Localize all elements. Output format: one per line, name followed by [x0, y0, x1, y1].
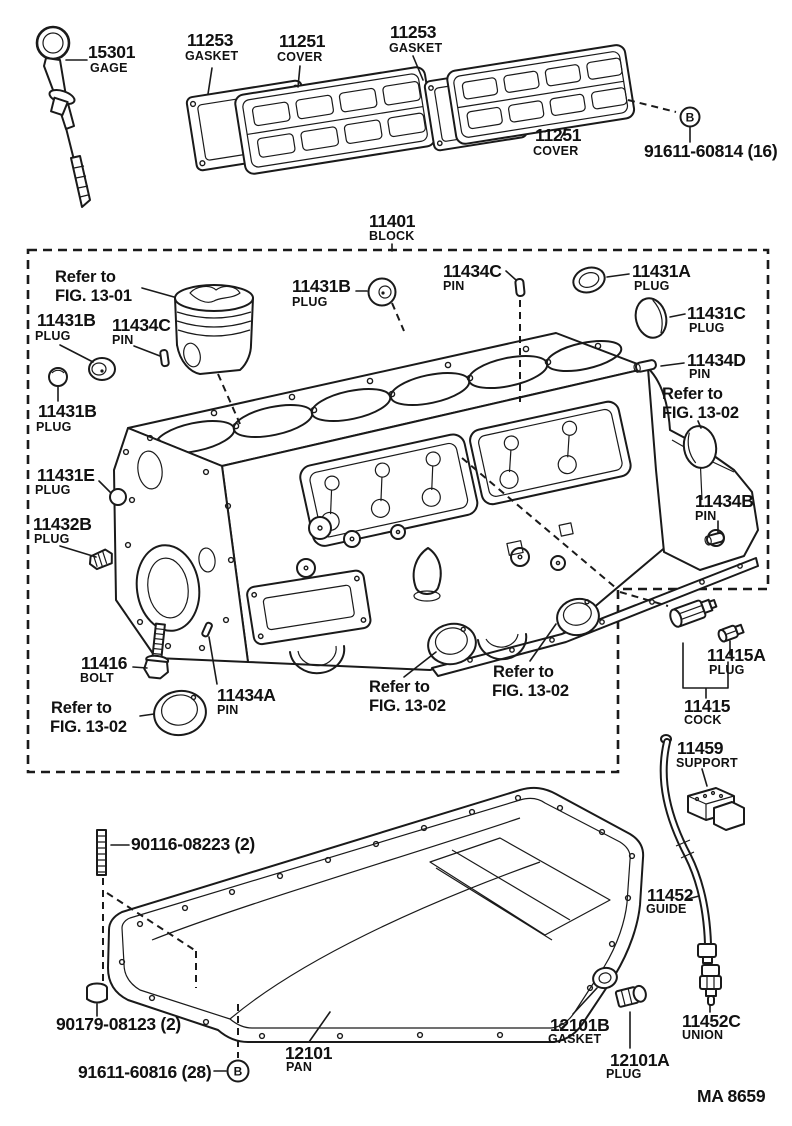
stud-90116-part	[97, 830, 106, 875]
label-12101b-desc: GASKET	[548, 1032, 602, 1046]
label-11459-desc: SUPPORT	[676, 756, 738, 770]
label-11431e-num: 11431E	[37, 465, 95, 485]
nut-90179-part	[87, 984, 107, 1003]
pin-11434c-part-2	[515, 279, 525, 297]
cock-11415-part	[668, 595, 718, 628]
label-11452-num: 11452	[647, 885, 694, 905]
label-11431b-1-num: 11431B	[37, 310, 96, 330]
label-15301-desc: GAGE	[90, 61, 128, 75]
label-11416-num: 11416	[81, 653, 128, 673]
label-11434d-num: 11434D	[687, 350, 746, 370]
label-refer-bm-l1: Refer to	[369, 678, 430, 696]
label-11416-desc: BOLT	[80, 671, 114, 685]
label-refer-bm-l2: FIG. 13-02	[369, 697, 446, 715]
label-11401-desc: BLOCK	[369, 229, 415, 243]
plug-11431e-part	[110, 489, 126, 505]
label-11431c-num: 11431C	[687, 303, 746, 323]
label-11459-num: 11459	[677, 738, 724, 758]
label-refer-bl-l1: Refer to	[51, 699, 112, 717]
valve-cover-front-drawing	[234, 66, 436, 175]
label-90116-08223: 90116-08223 (2)	[131, 834, 255, 854]
label-12101a-num: 12101A	[610, 1050, 670, 1070]
label-refer-right-l1: Refer to	[662, 385, 723, 403]
label-11415a-num: 11415A	[707, 645, 766, 665]
label-11452c-desc: UNION	[682, 1028, 724, 1042]
label-11431a-desc: PLUG	[634, 279, 670, 293]
label-11253-front-desc: GASKET	[185, 49, 239, 63]
label-11434c-2-num: 11434C	[443, 261, 502, 281]
label-12101-desc: PAN	[286, 1060, 313, 1074]
piston-drawing	[175, 285, 253, 374]
plug-11431a-part	[570, 264, 608, 297]
label-11251-front-num: 11251	[279, 31, 326, 51]
oil-pan-drawing	[108, 788, 643, 1042]
label-11253-front-num: 11253	[187, 30, 234, 50]
label-11452-desc: GUIDE	[646, 902, 687, 916]
label-11251-front-desc: COVER	[277, 50, 323, 64]
label-11434b-num: 11434B	[695, 491, 754, 511]
label-refer-bl-l2: FIG. 13-02	[50, 718, 127, 736]
drain-plug-12101a-part	[615, 985, 647, 1008]
label-11452c-num: 11452C	[682, 1011, 741, 1031]
label-91611-60814: 91611-60814 (16)	[644, 141, 778, 161]
label-11251-rear-num: 11251	[535, 125, 582, 145]
label-11434a-desc: PIN	[217, 703, 239, 717]
label-11401-num: 11401	[369, 211, 416, 231]
union-11452c-part	[700, 965, 721, 1005]
label-11431b-2-desc: PLUG	[36, 420, 72, 434]
label-11434c-2-desc: PIN	[443, 279, 465, 293]
label-12101b-num: 12101B	[550, 1015, 610, 1035]
label-11431c-desc: PLUG	[689, 321, 725, 335]
pin-11434d-part	[633, 359, 656, 372]
label-91611-60816: 91611-60816 (28)	[78, 1062, 212, 1082]
bearing-shell-left	[151, 687, 210, 739]
plug-11415a-part	[717, 623, 744, 643]
label-11415a-desc: PLUG	[709, 663, 745, 677]
label-90179-08123: 90179-08123 (2)	[56, 1014, 181, 1034]
label-11431b-3-num: 11431B	[292, 276, 351, 296]
bolt-symbol-bottom	[228, 1061, 249, 1082]
support-11459-part	[688, 788, 744, 830]
label-11431a-num: 11431A	[632, 261, 691, 281]
bolt-symbol-bottom-letter: B	[233, 1064, 243, 1079]
plug-11432b-part	[87, 548, 115, 571]
label-11415-num: 11415	[684, 696, 731, 716]
label-11431e-desc: PLUG	[35, 483, 71, 497]
pin-11434c-part-1	[160, 350, 169, 367]
label-11434c-1-desc: PIN	[112, 333, 134, 347]
label-12101a-desc: PLUG	[606, 1067, 642, 1081]
label-refer-br-l1: Refer to	[493, 663, 554, 681]
label-refer-right-l2: FIG. 13-02	[662, 404, 739, 422]
label-11434a-num: 11434A	[217, 685, 276, 705]
label-11434b-desc: PIN	[695, 509, 717, 523]
label-refer-fig-13-01-l2: FIG. 13-01	[55, 287, 132, 305]
plug-11431b-part-3	[369, 279, 396, 306]
dipstick-drawing	[37, 27, 90, 207]
label-11253-rear-num: 11253	[390, 22, 437, 42]
label-refer-fig-13-01-l1: Refer to	[55, 268, 116, 286]
label-11431b-1-desc: PLUG	[35, 329, 71, 343]
label-11253-rear-desc: GASKET	[389, 41, 443, 55]
label-11434d-desc: PIN	[689, 367, 711, 381]
bolt-symbol-top	[681, 108, 700, 143]
label-11431b-2-num: 11431B	[38, 401, 97, 421]
label-12101-num: 12101	[285, 1043, 333, 1063]
plug-11431b-part-2	[49, 368, 67, 386]
label-refer-br-l2: FIG. 13-02	[492, 682, 569, 700]
label-11434c-1-num: 11434C	[112, 315, 171, 335]
label-15301-num: 15301	[88, 42, 136, 62]
label-11415-desc: COCK	[684, 713, 722, 727]
label-11431b-3-desc: PLUG	[292, 295, 328, 309]
label-11432b-num: 11432B	[33, 514, 92, 534]
figure-code: MA 8659	[697, 1086, 766, 1106]
label-11251-rear-desc: COVER	[533, 144, 579, 158]
plug-11431c-part	[632, 295, 671, 341]
bolt-symbol-top-letter: B	[685, 110, 695, 125]
label-11432b-desc: PLUG	[34, 532, 70, 546]
